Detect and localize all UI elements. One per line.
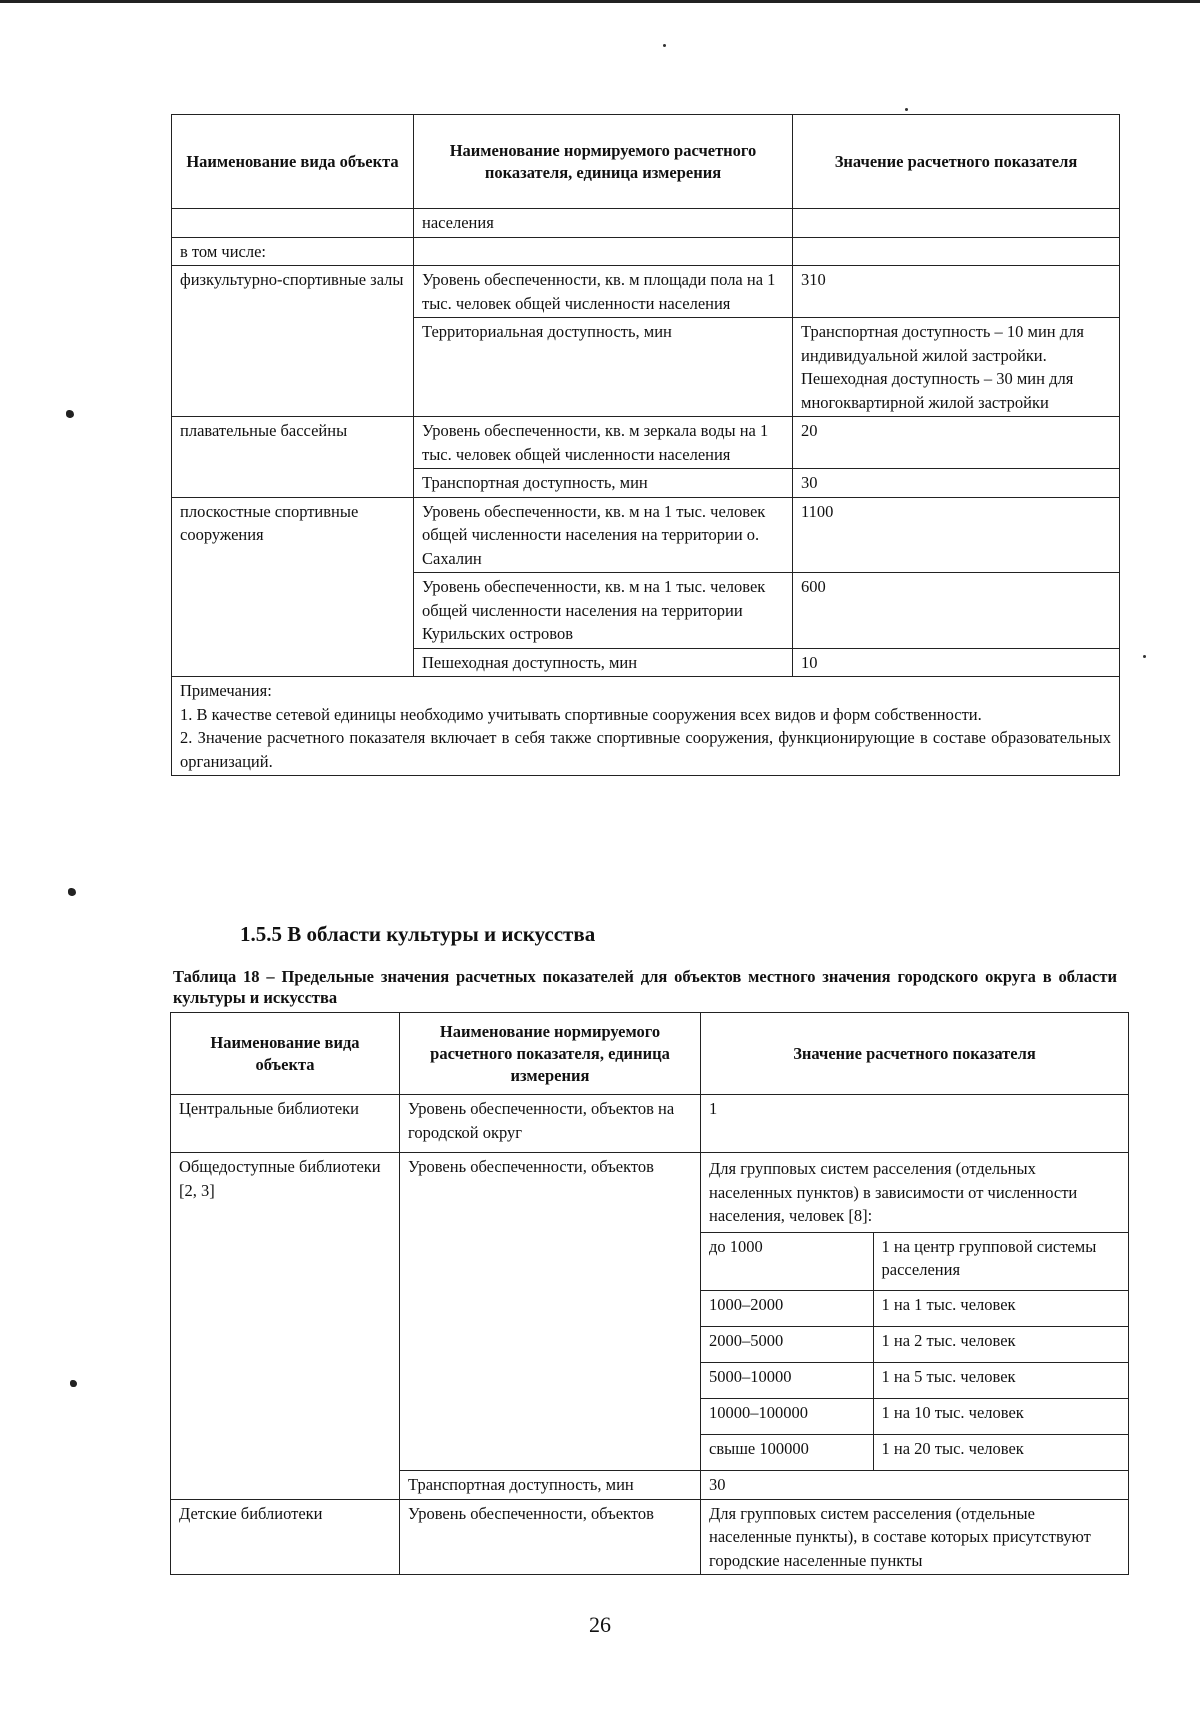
cell-flat-val3: 10 bbox=[793, 648, 1120, 677]
public-intro: Для групповых систем расселения (отдельных населенных пунктов) в зависимости от численности населения, человек [8]: bbox=[709, 1159, 1078, 1225]
scan-mark bbox=[68, 888, 76, 896]
section-heading: 1.5.5 В области культуры и искусства bbox=[240, 922, 596, 946]
page-number: 26 bbox=[589, 1612, 611, 1637]
cell-gyms-val2 bbox=[793, 318, 1120, 417]
cell-flat-ind1: Уровень обеспеченности, кв. м на 1 тыс. человек общей численности населения на территории о. Сахалин bbox=[414, 497, 793, 573]
header-value: Значение расчетного показателя bbox=[793, 115, 1120, 209]
scan-mark bbox=[66, 410, 74, 418]
cell-gyms-ind2: Территориальная доступность, мин bbox=[414, 318, 793, 417]
cell-children-ind: Уровень обеспеченности, объектов bbox=[400, 1499, 701, 1575]
population-row bbox=[701, 1232, 1128, 1290]
cell-children-val: Для групповых систем расселения (отдельные населенные пункты), в составе которых присутствуют городские населенные пункты bbox=[701, 1499, 1129, 1575]
culture-facilities-table bbox=[170, 1012, 1129, 1575]
cell-flat-name: плоскостные спортивные сооружения bbox=[172, 497, 414, 677]
cell-public-ind: Уровень обеспеченности, объектов bbox=[400, 1153, 701, 1471]
population-row bbox=[701, 1326, 1128, 1362]
population-norm: 1 на 20 тыс. человек bbox=[873, 1434, 1128, 1470]
cell-pools-val2: 30 bbox=[793, 469, 1120, 498]
cell-pools-ind2: Транспортная доступность, мин bbox=[414, 469, 793, 498]
cell-public-val bbox=[701, 1153, 1129, 1471]
header-object-type: Наименование вида объекта bbox=[171, 1013, 400, 1095]
population-range: свыше 100000 bbox=[701, 1434, 873, 1470]
cell-gyms-val1: 310 bbox=[793, 266, 1120, 318]
cell-public-ind2: Транспортная доступность, мин bbox=[400, 1471, 701, 1500]
cell-flat-ind3: Пешеходная доступность, мин bbox=[414, 648, 793, 677]
cell-empty bbox=[414, 237, 793, 266]
cell-flat-val1: 1100 bbox=[793, 497, 1120, 573]
cell-flat-ind2: Уровень обеспеченности, кв. м на 1 тыс. человек общей численности населения на территории Курильских островов bbox=[414, 573, 793, 649]
cell-empty bbox=[793, 237, 1120, 266]
note-1: 1. В качестве сетевой единицы необходимо учитывать спортивные сооружения всех видов и форм собственности. bbox=[180, 704, 982, 724]
cell-indicator: населения bbox=[414, 209, 793, 238]
cell-empty bbox=[172, 209, 414, 238]
population-row bbox=[701, 1362, 1128, 1398]
header-indicator: Наименование нормируемого расчетного показателя, единица измерения bbox=[400, 1013, 701, 1095]
notes-title: Примечания: bbox=[180, 681, 272, 700]
header-indicator: Наименование нормируемого расчетного показателя, единица измерения bbox=[414, 115, 793, 209]
population-range: 10000–100000 bbox=[701, 1398, 873, 1434]
notes-cell bbox=[172, 677, 1120, 776]
gyms-val2-walk: Пешеходная доступность – 30 мин для многоквартирной жилой застройки bbox=[801, 369, 1074, 412]
population-norm: 1 на центр групповой системы расселения bbox=[873, 1232, 1128, 1290]
population-subtable bbox=[701, 1232, 1128, 1471]
population-row bbox=[701, 1434, 1128, 1470]
cell-children-name: Детские библиотеки bbox=[171, 1499, 400, 1575]
cell-gyms-ind1: Уровень обеспеченности, кв. м площади пола на 1 тыс. человек общей численности населения bbox=[414, 266, 793, 318]
scan-speck bbox=[905, 108, 908, 111]
population-row bbox=[701, 1398, 1128, 1434]
note-2: 2. Значение расчетного показателя включает в себя также спортивные сооружения, функционирующие в составе образовательных организаций. bbox=[180, 728, 1111, 771]
cell-central-val: 1 bbox=[701, 1095, 1129, 1153]
population-norm: 1 на 1 тыс. человек bbox=[873, 1290, 1128, 1326]
cell-public-name: Общедоступные библиотеки [2, 3] bbox=[171, 1153, 400, 1500]
scan-mark bbox=[70, 1380, 77, 1387]
population-norm: 1 на 10 тыс. человек bbox=[873, 1398, 1128, 1434]
cell-value bbox=[793, 209, 1120, 238]
sports-facilities-table bbox=[171, 114, 1120, 776]
population-range: до 1000 bbox=[701, 1232, 873, 1290]
population-range: 5000–10000 bbox=[701, 1362, 873, 1398]
cell-pools-ind1: Уровень обеспеченности, кв. м зеркала воды на 1 тыс. человек общей численности населения bbox=[414, 417, 793, 469]
population-range: 2000–5000 bbox=[701, 1326, 873, 1362]
cell-public-val2: 30 bbox=[701, 1471, 1129, 1500]
scan-speck bbox=[663, 44, 666, 47]
cell-flat-val2: 600 bbox=[793, 573, 1120, 649]
cell-pools-val1: 20 bbox=[793, 417, 1120, 469]
header-object-type: Наименование вида объекта bbox=[172, 115, 414, 209]
population-row bbox=[701, 1290, 1128, 1326]
gyms-val2-transport: Транспортная доступность – 10 мин для индивидуальной жилой застройки. bbox=[801, 322, 1084, 365]
table-caption: Таблица 18 – Предельные значения расчетных показателей для объектов местного значения городского округа в области культуры и искусства bbox=[173, 967, 1117, 1007]
cell-central-ind: Уровень обеспеченности, объектов на городской округ bbox=[400, 1095, 701, 1153]
population-range: 1000–2000 bbox=[701, 1290, 873, 1326]
population-norm: 1 на 5 тыс. человек bbox=[873, 1362, 1128, 1398]
scan-speck bbox=[1143, 655, 1146, 658]
scan-top-edge bbox=[0, 0, 1200, 3]
cell-central-name: Центральные библиотеки bbox=[171, 1095, 400, 1153]
cell-pools-name: плавательные бассейны bbox=[172, 417, 414, 498]
cell-gyms-name: физкультурно-спортивные залы bbox=[172, 266, 414, 417]
header-value: Значение расчетного показателя bbox=[701, 1013, 1129, 1095]
cell-incl: в том числе: bbox=[172, 237, 414, 266]
population-norm: 1 на 2 тыс. человек bbox=[873, 1326, 1128, 1362]
